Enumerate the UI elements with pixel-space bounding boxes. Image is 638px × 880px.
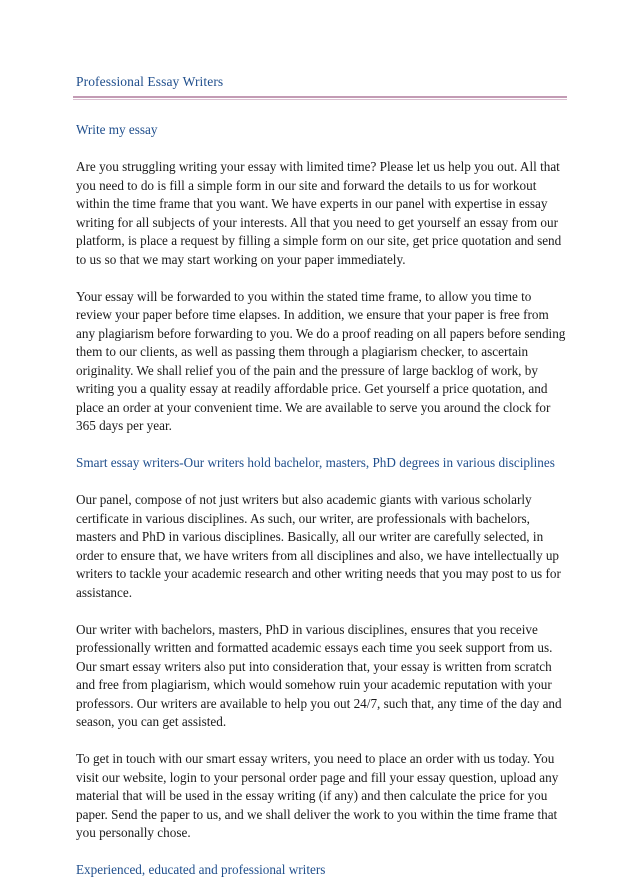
paragraph-delivery: Your essay will be forwarded to you within the stated time frame, to allow you time to review your paper before time elapses. In addition, we ensure that your paper is free from any plagiarism before forwarding to you. We do a proof reading on all papers before sending them to our clients, as well as passing them through a plagiarism checker, to ascertain originality. We shall relief you of the pain and the pressure of large backlog of work, by writing you a quality essay at readily affordable price. Get yourself a price quotation, and place an order at your convenient time. We are available to serve you around the clock for 365 days per year. bbox=[76, 288, 566, 433]
section-heading-smart-writers: Smart essay writers-Our writers hold bachelor, masters, PhD degrees in various disciplines bbox=[76, 455, 555, 470]
title-divider-shadow bbox=[73, 99, 567, 100]
document-title: Professional Essay Writers bbox=[76, 74, 224, 89]
paragraph-intro: Are you struggling writing your essay with limited time? Please let us help you out. All that you need to do is fill a simple form in our site and forward the details to us for workout within the time frame that you want. We have experts in our panel with expertise in essay writing for all subjects of your interests. All that you need to get yourself an essay from our platform, is place a request by filling a simple form on our site, get price quotation and send to us so that we may start working on your paper immediately. bbox=[76, 159, 562, 267]
paragraph-contact: To get in touch with our smart essay writers, you need to place an order with us today. You visit our website, login to your personal order page and fill your essay question, upload any material that will be used in the essay writing (if any) and then calculate the price for you paper. Send the paper to us, and we shall deliver the work to you within the time frame that you personally chose. bbox=[76, 751, 559, 840]
spacer bbox=[76, 602, 566, 621]
section-heading-write-my-essay: Write my essay bbox=[76, 122, 158, 137]
section-heading-experienced-writers: Experienced, educated and professional writers bbox=[76, 862, 326, 877]
spacer bbox=[76, 843, 566, 862]
paragraph-panel: Our panel, compose of not just writers but also academic giants with various scholarly certificate in various disciplines. As such, our writer, are professionals with bachelors, masters and PhD in various disciplines. Basically, all our writer are carefully selected, in order to ensure that, we have writers from all disciplines and also, we have intellectually up writers to tackle your academic research and other writing needs that you may post to us for assistance. bbox=[76, 492, 561, 600]
spacer bbox=[76, 436, 566, 455]
spacer bbox=[76, 473, 566, 492]
spacer bbox=[76, 269, 566, 288]
spacer bbox=[76, 140, 566, 159]
paragraph-qualifications: Our writer with bachelors, masters, PhD in various disciplines, ensures that you receive professionally written and formatted academic essays each time you seek support from us. Our smart essay writers also put into consideration that, your essay is written from scratch and free from plagiarism, which would somehow ruin your academic reputation with your professors. Our writers are available to help you out 24/7, such that, any time of the day and season, you can get assisted. bbox=[76, 621, 562, 729]
document-body bbox=[76, 121, 566, 880]
spacer bbox=[76, 732, 566, 751]
title-divider bbox=[73, 96, 567, 98]
